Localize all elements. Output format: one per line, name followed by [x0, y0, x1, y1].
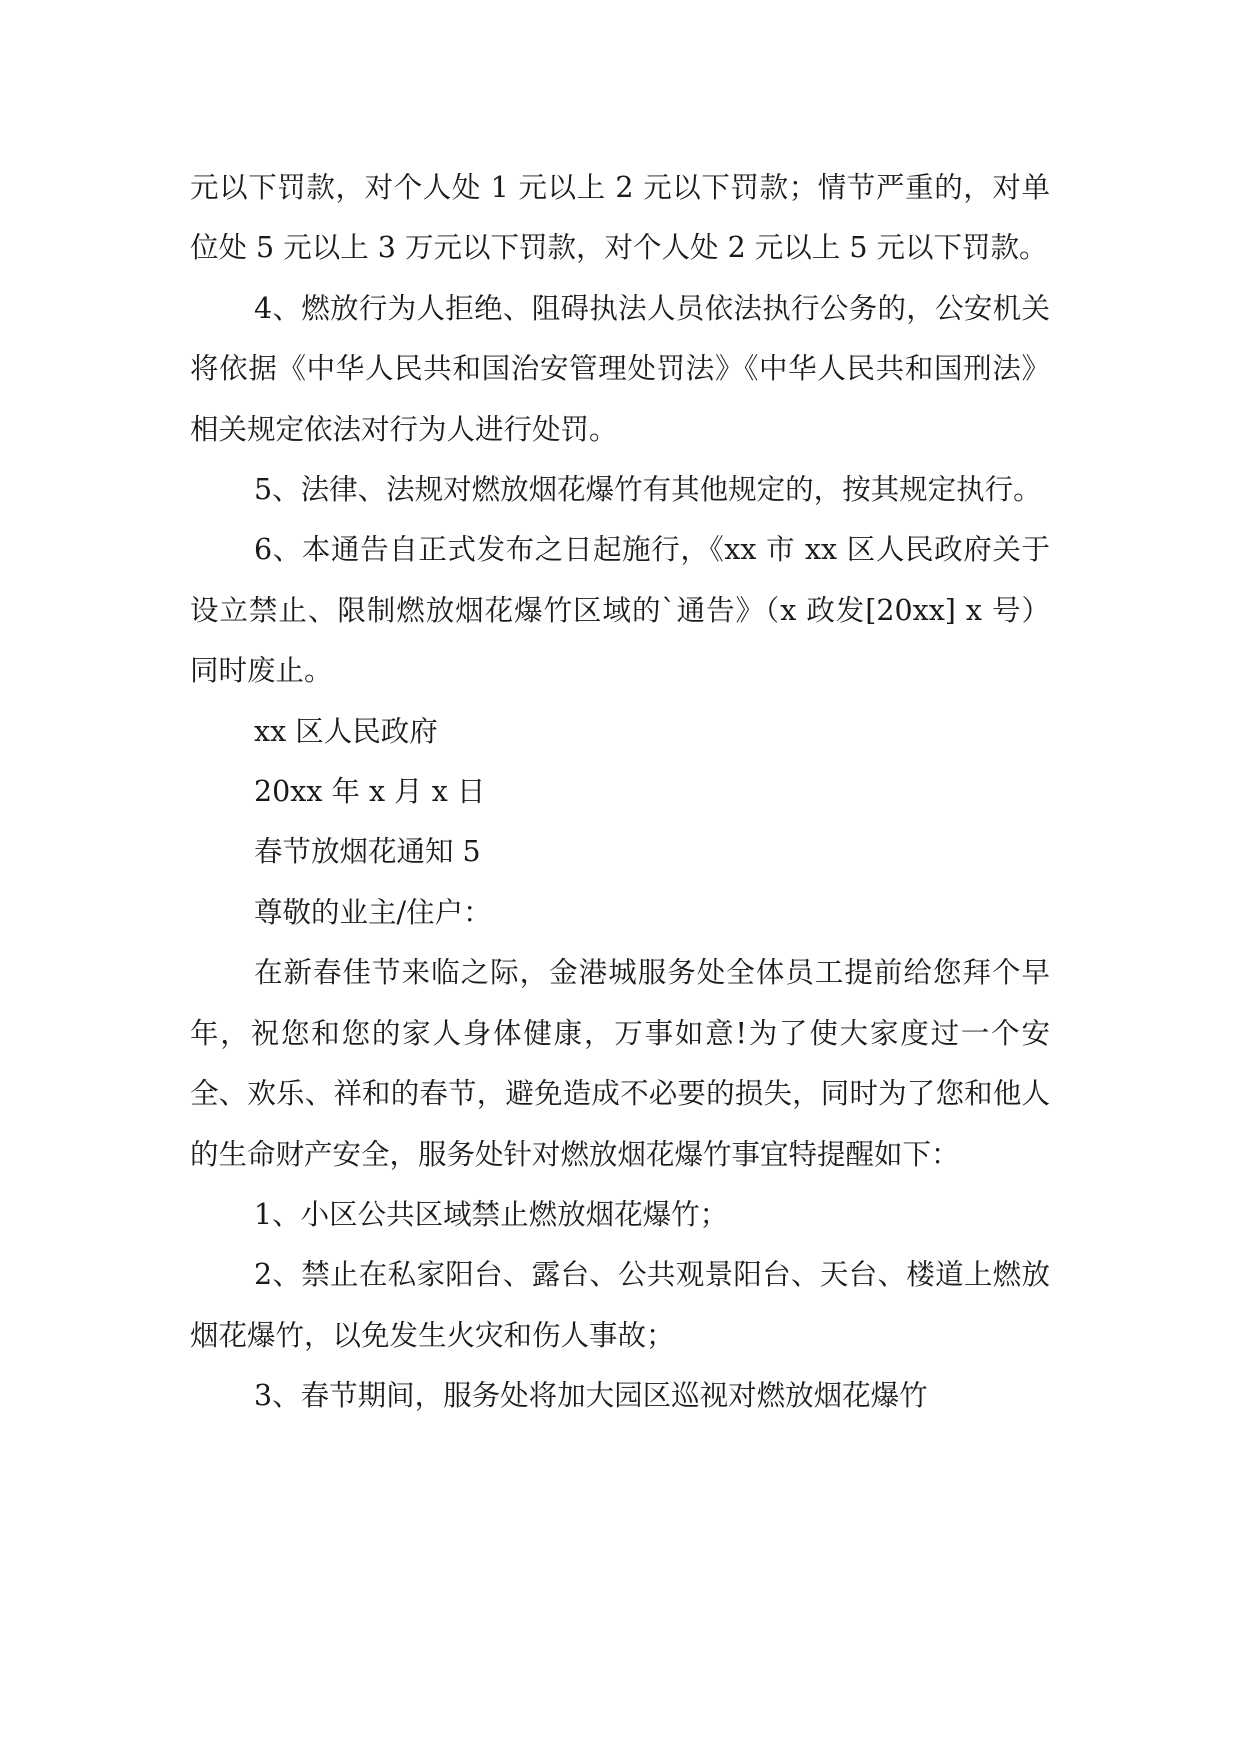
section-title: 春节放烟花通知 5 [254, 835, 481, 869]
notice-item-2: 2、禁止在私家阳台、露台、公共观景阳台、天台、楼道上燃放烟花爆竹，以免发生火灾和伤人事故； [190, 1258, 1050, 1352]
paragraph-intro: 在新春佳节来临之际，金港城服务处全体员工提前给您拜个早年，祝您和您的家人身体健康，万事如意!为了使大家度过一个安全、欢乐、祥和的春节，避免造成不必要的损失，同时为了您和他人的生命财产安全，服务处针对燃放烟花爆竹事宜特提醒如下： [190, 956, 1050, 1171]
notice-item-1: 1、小区公共区域禁止燃放烟花爆竹； [254, 1197, 729, 1231]
issuer-signature: xx 区人民政府 [254, 714, 438, 748]
paragraph-item-6: 6、本通告自正式发布之日起施行，《xx 市 xx 区人民政府关于设立禁止、限制燃放烟花爆竹区域的`通告》（x 政发[20xx] x 号）同时废止。 [190, 533, 1050, 688]
document-body [190, 158, 1050, 1427]
salutation: 尊敬的业主/住户： [254, 895, 492, 929]
paragraph-item-5: 5、法律、法规对燃放烟花爆竹有其他规定的，按其规定执行。 [254, 473, 1042, 507]
issue-date: 20xx 年 x 月 x 日 [254, 775, 486, 809]
paragraph-item-4: 4、燃放行为人拒绝、阻碍执法人员依法执行公务的，公安机关将依据《中华人民共和国治安管理处罚法》《中华人民共和国刑法》相关规定依法对行为人进行处罚。 [190, 291, 1050, 446]
paragraph-fine-continuation: 元以下罚款，对个人处 1 元以上 2 元以下罚款；情节严重的，对单位处 5 元以上 3 万元以下罚款，对个人处 2 元以上 5 元以下罚款。 [190, 171, 1050, 265]
notice-item-3: 3、春节期间，服务处将加大园区巡视对燃放烟花爆竹 [254, 1379, 928, 1413]
